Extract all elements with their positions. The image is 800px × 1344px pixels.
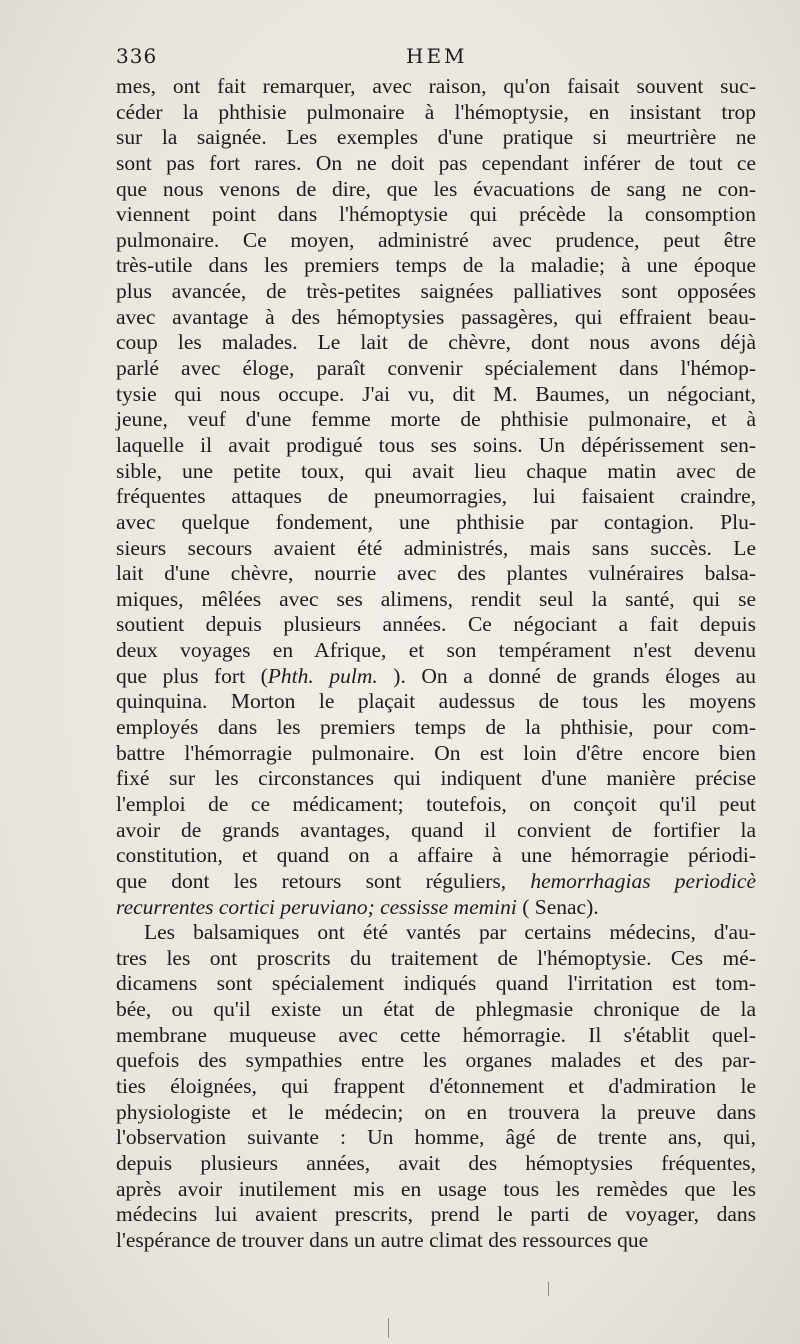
text-run: quefois des sympathies entre les organes malades et des par- [116,1048,756,1073]
text-line [116,433,756,459]
text-run: mes, ont fait remarquer, avec raison, qu'on faisait souvent suc- [116,74,756,98]
text-line [116,151,756,177]
text-line [116,202,756,228]
text-run: jeune, veuf d'une femme morte de phthisie pulmonaire, et à [116,407,756,432]
paper-mark [548,1282,549,1296]
italic-text: hemorrhagias periodicè [530,868,756,893]
page-header [116,44,756,74]
text-line [116,587,756,613]
text-line [116,664,756,690]
text-line [116,279,756,305]
text-line [116,1023,756,1049]
text-line [116,818,756,844]
text-run: sur la saignée. Les exemples d'une pratique si meurtrière ne [116,125,756,150]
text-line [116,1228,756,1254]
text-line [116,536,756,562]
text-line [116,125,756,151]
text-run: plus avancée, de très-petites saignées palliatives sont opposées [116,279,756,304]
text-run: battre l'hémorragie pulmonaire. On est loin d'être encore bien [116,740,756,765]
text-run: que plus fort ( [116,663,268,688]
text-line [116,792,756,818]
text-run: depuis plusieurs années, avait des hémoptysies fréquentes, [116,1150,756,1175]
text-run: constitution, et quand on a affaire à une hémorragie périodi- [116,843,756,868]
text-run: sieurs secours avaient été administrés, mais sans succès. Le [116,535,756,560]
text-run: pulmonaire. Ce moyen, administré avec prudence, peut être [116,227,756,252]
body-text [116,74,756,1253]
text-run: sible, une petite toux, qui avait lieu chaque matin avec de [116,458,756,483]
text-run: coup les malades. Le lait de chèvre, dont nous avons déjà [116,330,756,355]
italic-text: Phth. pulm. [267,663,378,688]
text-run: viennent point dans l'hémoptysie qui précède la consomption [116,202,756,227]
text-line [116,228,756,254]
text-line [116,561,756,587]
text-run: que dont les retours sont réguliers, [116,868,531,893]
text-line [116,74,756,100]
text-run: tysie qui nous occupe. J'ai vu, dit M. Baumes, un négociant, [116,381,756,406]
text-line [116,1177,756,1203]
text-run: l'observation suivante : Un homme, âgé de trente ans, qui, [116,1125,756,1150]
text-line [116,330,756,356]
text-run: deux voyages en Afrique, et son tempérament n'est devenu [116,638,756,663]
text-line [116,997,756,1023]
text-run: avec avantage à des hémoptysies passagères, qui effraient beau- [116,304,756,329]
text-line [116,1202,756,1228]
text-run: ties éloignées, qui frappent d'étonnement et d'admiration le [116,1073,756,1098]
text-run: tres les ont proscrits du traitement de l'hémoptysie. Ces mé- [116,945,756,970]
text-line [116,741,756,767]
text-line [116,382,756,408]
text-line [116,407,756,433]
text-line [116,1048,756,1074]
text-run: parlé avec éloge, paraît convenir spécialement dans l'hémop- [116,356,756,381]
text-line [116,869,756,895]
text-line [116,356,756,382]
text-run: céder la phthisie pulmonaire à l'hémoptysie, en insistant trop [116,99,756,124]
text-run: avec quelque fondement, une phthisie par contagion. Plu- [116,509,756,534]
text-run: après avoir inutilement mis en usage tous les remèdes que les [116,1176,756,1201]
text-run: dicamens sont spécialement indiqués quand l'irritation est tom- [116,971,756,996]
text-run: lait d'une chèvre, nourrie avec des plantes vulnéraires balsa- [116,561,756,586]
text-run: que nous venons de dire, que les évacuations de sang ne con- [116,176,756,201]
text-run: quinquina. Morton le plaçait audessus de tous les moyens [116,689,756,714]
italic-text: recurrentes cortici peruviano; cessisse memini [116,894,517,919]
paper-mark [388,1318,389,1338]
text-run: médecins lui avaient prescrits, prend le parti de voyager, dans [116,1202,756,1227]
text-line [116,510,756,536]
text-line [116,689,756,715]
text-line [116,766,756,792]
text-line [116,971,756,997]
text-run: employés dans les premiers temps de la phthisie, pour com- [116,715,756,740]
text-line [116,895,756,921]
text-line [116,484,756,510]
text-line [116,305,756,331]
text-run: membrane muqueuse avec cette hémorragie. Il s'établit quel- [116,1022,756,1047]
text-line [116,1100,756,1126]
text-run: ( Senac). [516,894,599,919]
text-line [116,1074,756,1100]
text-line [116,1125,756,1151]
text-line [116,638,756,664]
text-line [116,843,756,869]
text-run: sont pas fort rares. On ne doit pas cependant inférer de tout ce [116,150,756,175]
text-line [116,946,756,972]
text-run: fréquentes attaques de pneumorragies, lui faisaient craindre, [116,484,756,509]
text-line [116,715,756,741]
text-line [116,920,756,946]
text-line [116,612,756,638]
running-head: HEM [406,44,468,68]
text-run: ). On a donné de grands éloges au [377,663,757,688]
text-run: miques, mêlées avec ses alimens, rendit seul la santé, qui se [116,586,756,611]
text-line [116,100,756,126]
paragraph [116,920,756,1253]
text-run: avoir de grands avantages, quand il convient de fortifier la [116,817,756,842]
text-run: très-utile dans les premiers temps de la maladie; à une époque [116,253,756,278]
text-run: fixé sur les circonstances qui indiquent d'une manière précise [116,766,756,791]
paragraph [116,74,756,920]
text-line [116,253,756,279]
text-run: physiologiste et le médecin; on en trouvera la preuve dans [116,1099,756,1124]
text-run: Les balsamiques ont été vantés par certains médecins, d'au- [144,920,756,945]
text-run: l'emploi de ce médicament; toutefois, on conçoit qu'il peut [116,791,756,816]
text-run: soutient depuis plusieurs années. Ce négociant a fait depuis [116,612,756,637]
text-line [116,459,756,485]
text-run: bée, ou qu'il existe un état de phlegmasie chronique de la [116,997,756,1022]
text-line [116,177,756,203]
text-run: laquelle il avait prodigué tous ses soins. Un dépérissement sen- [116,432,756,457]
page-number: 336 [116,44,158,68]
text-run: l'espérance de trouver dans un autre climat des ressources que [116,1227,649,1252]
text-line [116,1151,756,1177]
